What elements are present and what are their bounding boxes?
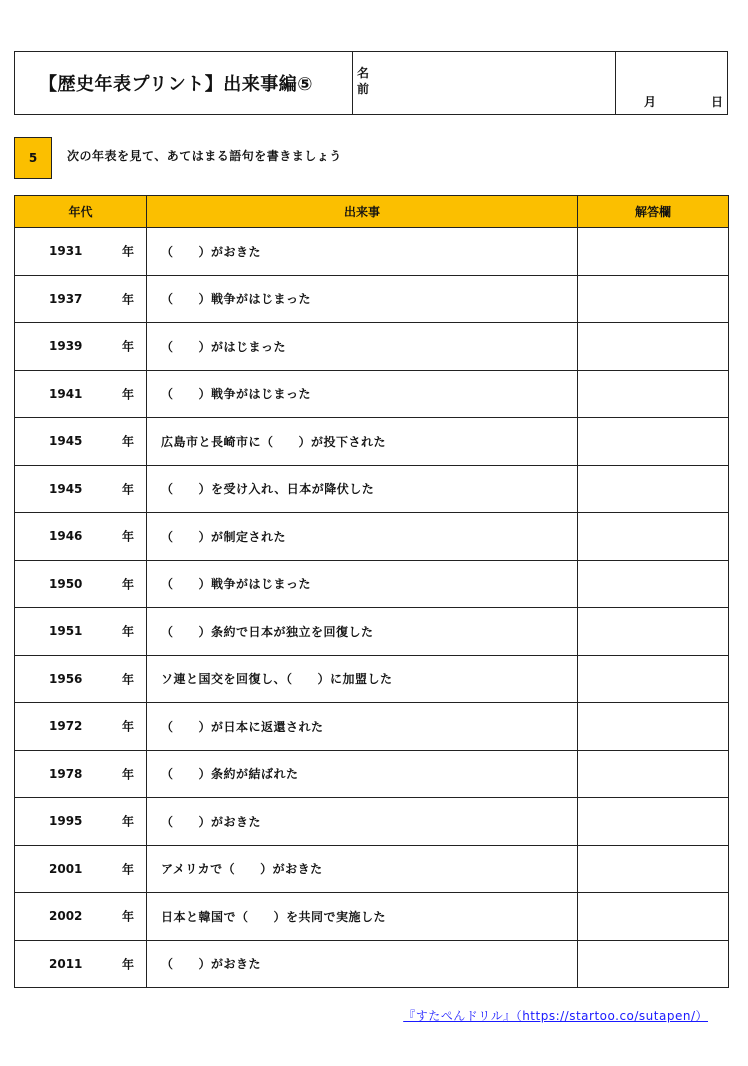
- name-label: 名前: [357, 66, 370, 96]
- year-cell: [15, 798, 147, 846]
- year-suffix: 年: [121, 339, 134, 354]
- question-number: 5: [14, 137, 52, 179]
- table-row: [15, 513, 729, 561]
- year-value: 1931: [49, 244, 83, 259]
- column-header-year: 年代: [15, 196, 147, 228]
- table-row: [15, 560, 729, 608]
- year-cell: [15, 465, 147, 513]
- year-suffix: 年: [121, 577, 134, 592]
- year-cell: [15, 370, 147, 418]
- answer-cell[interactable]: [578, 940, 729, 988]
- answer-cell[interactable]: [578, 655, 729, 703]
- year-cell: [15, 228, 147, 276]
- year-suffix: 年: [121, 814, 134, 829]
- event-cell: （ ）がおきた: [147, 940, 578, 988]
- table-row: [15, 323, 729, 371]
- table-row: [15, 370, 729, 418]
- column-header-event: 出来事: [147, 196, 578, 228]
- event-cell: アメリカで（ ）がおきた: [147, 845, 578, 893]
- question-instruction: 次の年表を見て、あてはまる語句を書きましょう: [67, 149, 342, 163]
- column-header-answer: 解答欄: [578, 196, 729, 228]
- year-cell: [15, 940, 147, 988]
- answer-cell[interactable]: [578, 370, 729, 418]
- year-value: 2001: [49, 861, 83, 876]
- year-cell: [15, 845, 147, 893]
- answer-cell[interactable]: [578, 703, 729, 751]
- answer-cell[interactable]: [578, 228, 729, 276]
- footer-source-link[interactable]: 『すたぺんドリル』（https://startoo.co/sutapen/）: [403, 1009, 708, 1023]
- table-row: [15, 845, 729, 893]
- event-cell: （ ）がおきた: [147, 228, 578, 276]
- answer-cell[interactable]: [578, 845, 729, 893]
- year-cell: [15, 655, 147, 703]
- year-suffix: 年: [121, 292, 134, 307]
- answer-cell[interactable]: [578, 893, 729, 941]
- timeline-table: [14, 195, 729, 988]
- year-value: 1946: [49, 529, 83, 544]
- year-cell: [15, 893, 147, 941]
- year-value: 1937: [49, 291, 83, 306]
- year-value: 1995: [49, 814, 83, 829]
- year-value: 1972: [49, 719, 83, 734]
- year-value: 1951: [49, 624, 83, 639]
- year-value: 1950: [49, 576, 83, 591]
- table-row: [15, 703, 729, 751]
- date-field[interactable]: [616, 52, 727, 114]
- event-cell: ソ連と国交を回復し、（ ）に加盟した: [147, 655, 578, 703]
- table-row: [15, 798, 729, 846]
- table-row: [15, 655, 729, 703]
- table-row: [15, 750, 729, 798]
- year-suffix: 年: [121, 387, 134, 402]
- year-value: 1956: [49, 671, 83, 686]
- year-suffix: 年: [121, 624, 134, 639]
- table-row: [15, 465, 729, 513]
- event-cell: （ ）戦争がはじまった: [147, 370, 578, 418]
- answer-cell[interactable]: [578, 608, 729, 656]
- year-cell: [15, 560, 147, 608]
- year-cell: [15, 513, 147, 561]
- year-cell: [15, 275, 147, 323]
- year-cell: [15, 608, 147, 656]
- answer-cell[interactable]: [578, 513, 729, 561]
- answer-cell[interactable]: [578, 275, 729, 323]
- answer-cell[interactable]: [578, 798, 729, 846]
- year-value: 1941: [49, 386, 83, 401]
- year-cell: [15, 703, 147, 751]
- event-cell: 広島市と長崎市に（ ）が投下された: [147, 418, 578, 466]
- year-cell: [15, 750, 147, 798]
- event-cell: （ ）がはじまった: [147, 323, 578, 371]
- year-suffix: 年: [121, 244, 134, 259]
- event-cell: （ ）戦争がはじまった: [147, 560, 578, 608]
- year-value: 1939: [49, 339, 83, 354]
- event-cell: （ ）が日本に返還された: [147, 703, 578, 751]
- year-cell: [15, 418, 147, 466]
- table-row: [15, 275, 729, 323]
- table-header-row: [15, 196, 729, 228]
- day-label: 日: [710, 95, 723, 109]
- event-cell: （ ）条約で日本が独立を回復した: [147, 608, 578, 656]
- table-row: [15, 893, 729, 941]
- answer-cell[interactable]: [578, 323, 729, 371]
- event-cell: 日本と韓国で（ ）を共同で実施した: [147, 893, 578, 941]
- year-value: 2011: [49, 956, 83, 971]
- table-row: [15, 418, 729, 466]
- year-suffix: 年: [121, 767, 134, 782]
- event-cell: （ ）条約が結ばれた: [147, 750, 578, 798]
- year-suffix: 年: [121, 909, 134, 924]
- event-cell: （ ）が制定された: [147, 513, 578, 561]
- table-row: [15, 228, 729, 276]
- event-cell: （ ）がおきた: [147, 798, 578, 846]
- year-suffix: 年: [121, 434, 134, 449]
- year-suffix: 年: [121, 672, 134, 687]
- month-label: 月: [644, 95, 657, 109]
- year-suffix: 年: [121, 529, 134, 544]
- answer-cell[interactable]: [578, 560, 729, 608]
- table-row: [15, 940, 729, 988]
- table-row: [15, 608, 729, 656]
- answer-cell[interactable]: [578, 418, 729, 466]
- event-cell: （ ）戦争がはじまった: [147, 275, 578, 323]
- header-box: [14, 51, 728, 115]
- year-value: 1945: [49, 481, 83, 496]
- year-suffix: 年: [121, 862, 134, 877]
- year-value: 2002: [49, 909, 83, 924]
- year-value: 1945: [49, 434, 83, 449]
- event-cell: （ ）を受け入れ、日本が降伏した: [147, 465, 578, 513]
- year-suffix: 年: [121, 957, 134, 972]
- year-cell: [15, 323, 147, 371]
- year-value: 1978: [49, 766, 83, 781]
- answer-cell[interactable]: [578, 750, 729, 798]
- worksheet-title: 【歴史年表プリント】出来事編⑤: [15, 52, 353, 114]
- year-suffix: 年: [121, 719, 134, 734]
- name-field[interactable]: [353, 52, 616, 114]
- answer-cell[interactable]: [578, 465, 729, 513]
- year-suffix: 年: [121, 482, 134, 497]
